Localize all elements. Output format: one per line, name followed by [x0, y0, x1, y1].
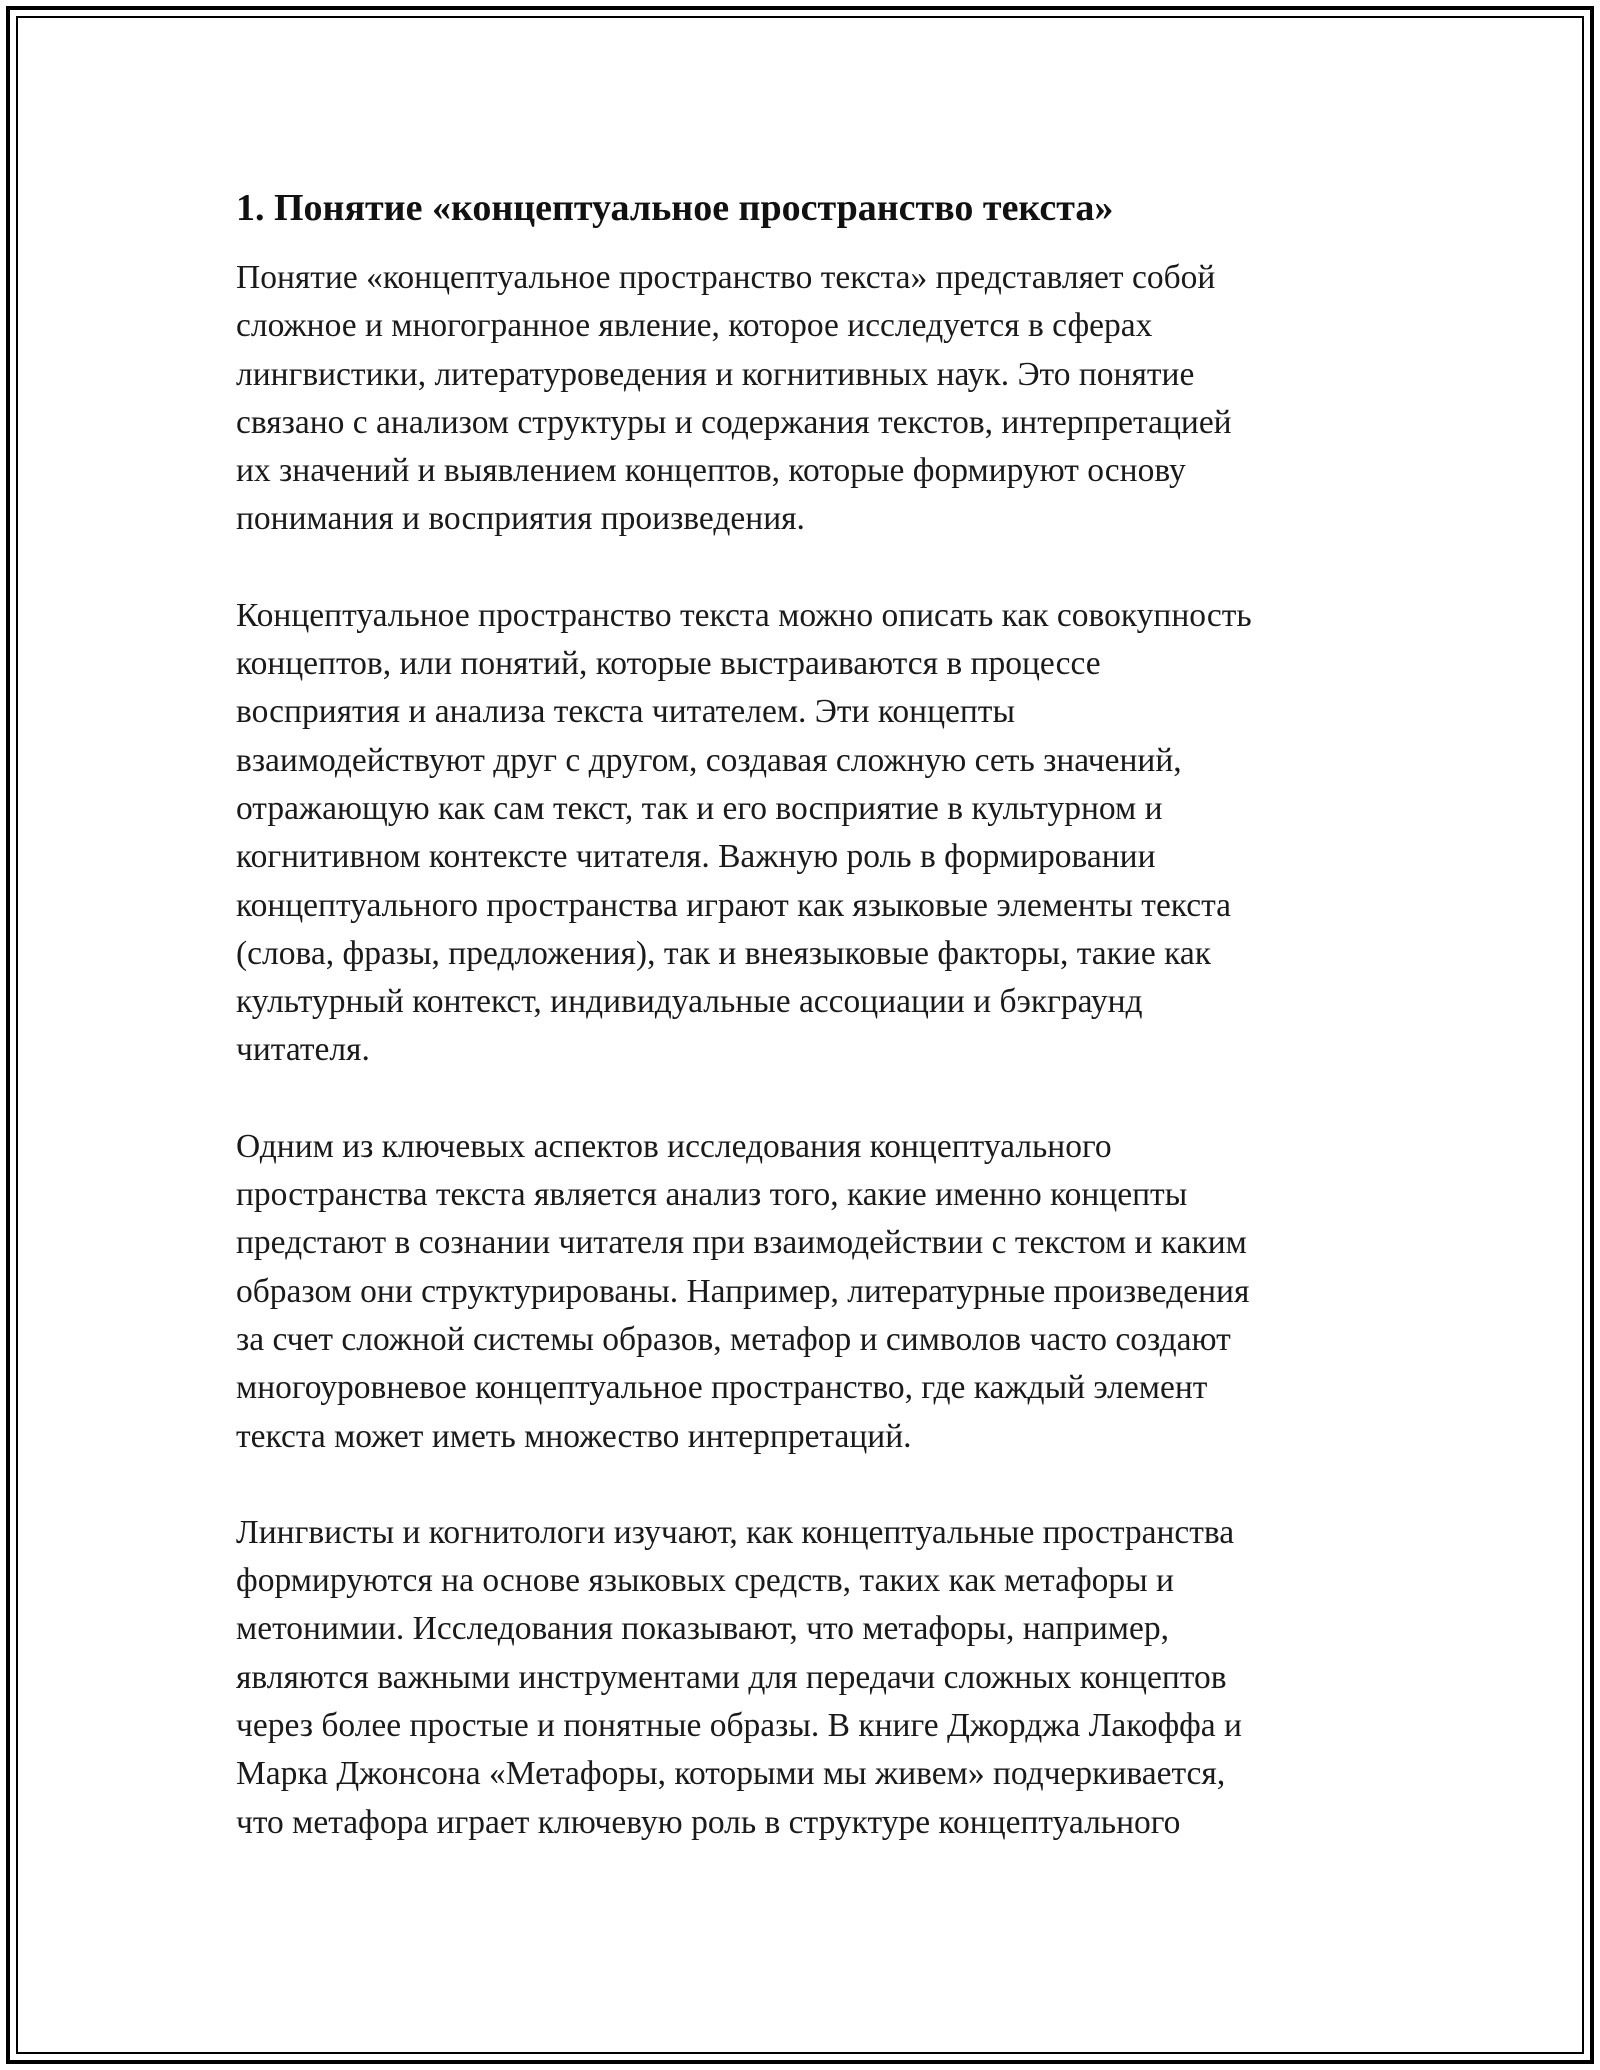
text-line: восприятия и анализа текста читателем. Эти концепты — [236, 693, 1015, 731]
text-line: понимания и восприятия произведения. — [236, 500, 805, 538]
text-line: Марка Джонсона «Метафоры, которыми мы живем» подчеркивается, — [236, 1755, 1226, 1793]
text-line: являются важными инструментами для передачи сложных концептов — [236, 1658, 1227, 1696]
text-line: образом они структурированы. Например, литературные произведения — [236, 1272, 1250, 1310]
paragraph-1 — [236, 254, 1366, 544]
text-line: формируются на основе языковых средств, таких как метафоры и — [236, 1562, 1174, 1600]
text-line: Одним из ключевых аспектов исследования концептуального — [236, 1127, 1112, 1165]
text-line: концептуального пространства играют как языковые элементы текста — [236, 886, 1232, 924]
text-line: отражающую как сам текст, так и его восприятие в культурном и — [236, 789, 1163, 827]
text-line: связано с анализом структуры и содержания текстов, интерпретацией — [236, 403, 1232, 441]
text-line: метонимии. Исследования показывают, что метафоры, например, — [236, 1610, 1169, 1648]
text-line: Понятие «концептуальное пространство текста» представляет собой — [236, 259, 1216, 296]
text-line: через более простые и понятные образы. В книге Джорджа Лакоффа и — [236, 1707, 1242, 1745]
text-line: Лингвисты и когнитологи изучают, как концептуальные пространства — [236, 1513, 1235, 1551]
text-line: что метафора играет ключевую роль в структуре концептуального — [236, 1803, 1181, 1841]
text-line: взаимодействуют друг с другом, создавая сложную сеть значений, — [236, 741, 1182, 779]
text-line: пространства текста является анализ того, какие именно концепты — [236, 1176, 1188, 1214]
text-line: сложное и многогранное явление, которое исследуется в сферах — [236, 307, 1153, 345]
text-line: лингвистики, литературоведения и когнитивных наук. Это понятие — [236, 355, 1195, 393]
paragraph-2 — [236, 592, 1366, 1075]
text-line: читателя. — [236, 1031, 370, 1069]
text-line: Концептуальное пространство текста можно описать как совокупность — [236, 596, 1252, 634]
paragraph-4 — [236, 1509, 1366, 1847]
text-line: культурный контекст, индивидуальные ассоциации и бэкграунд — [236, 983, 1143, 1021]
text-line: концептов, или понятий, которые выстраиваются в процессе — [236, 645, 1101, 683]
text-line: (слова, фразы, предложения), так и внеязыковые факторы, такие как — [236, 934, 1212, 972]
text-line: когнитивном контексте читателя. Важную роль в формировании — [236, 838, 1156, 876]
text-line: предстают в сознании читателя при взаимодействии с текстом и каким — [236, 1224, 1247, 1262]
text-line: многоуровневое концептуальное пространство, где каждый элемент — [236, 1369, 1208, 1407]
text-line: их значений и выявлением концептов, которые формируют основу — [236, 452, 1186, 490]
text-line: за счет сложной системы образов, метафор и символов часто создают — [236, 1320, 1231, 1358]
text-line: текста может иметь множество интерпретаций. — [236, 1417, 912, 1455]
paragraph-3 — [236, 1123, 1366, 1461]
section-heading: 1. Понятие «концептуальное пространство текста» — [236, 187, 1114, 229]
document-body — [236, 184, 1366, 1895]
